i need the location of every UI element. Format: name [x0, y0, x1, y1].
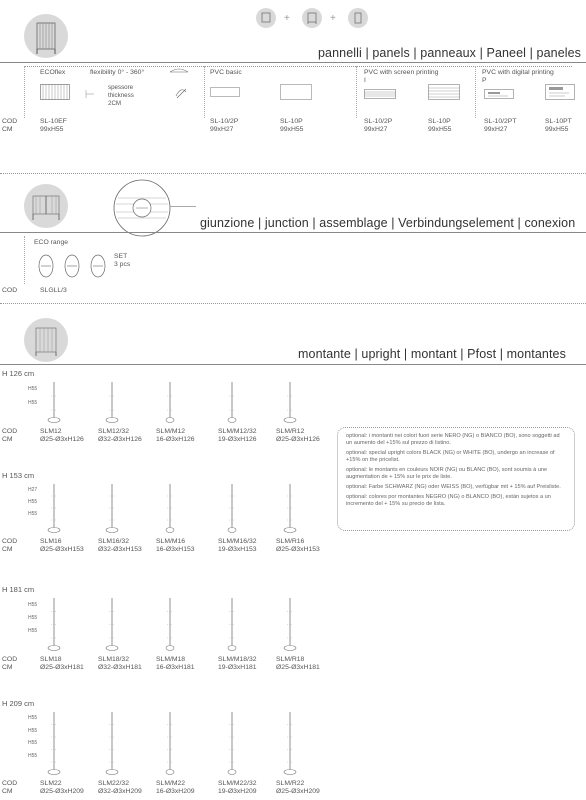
- panel-frame-icon: [348, 8, 368, 28]
- pvc-digital-label: PVC with digital printing: [482, 69, 554, 76]
- upright-code: SLM/M12/32: [218, 428, 257, 435]
- panel-item: [40, 118, 67, 134]
- upright-code: SLM/M18: [156, 656, 186, 663]
- panels-rule: [0, 62, 586, 63]
- upright-code: SLM22/32: [98, 780, 129, 787]
- plus-icon: +: [284, 13, 290, 24]
- pvc-basic-panel-icon: [280, 84, 312, 100]
- pvc-screen-half-panel-icon: [364, 89, 396, 99]
- upright-item: [218, 428, 257, 444]
- upright-item: [98, 656, 142, 672]
- upright-pole-icon: [97, 382, 127, 428]
- flex-angle-icon: [168, 68, 190, 76]
- panels-cm-label: CM: [2, 126, 13, 133]
- note-de: optional: Farbe SCHWARZ (NG) oder WEISS (BO), verfügbar mit + 15% auf Preisliste.: [346, 483, 561, 490]
- upright-cm-label: CM: [2, 788, 13, 795]
- upright-cod-label: COD: [2, 428, 18, 435]
- upright-item: [276, 780, 320, 796]
- upright-code: SLM18/32: [98, 656, 129, 663]
- upright-pole-icon: [39, 712, 69, 780]
- pvc-digital-half-panel-icon: [484, 89, 514, 99]
- junction-code: SLGLL/3: [40, 287, 67, 294]
- upright-cod-label: COD: [2, 656, 18, 663]
- upright-code: SLM16/32: [98, 538, 129, 545]
- upright-item: [40, 656, 84, 672]
- upright-item: [156, 656, 195, 672]
- upright-item: [40, 780, 84, 796]
- pvc-screen-marker: I: [364, 77, 366, 84]
- panels-cod-label: COD: [2, 118, 18, 125]
- upright-pole-icon: [217, 484, 247, 538]
- panels-heading: pannelli | panels | panneaux | Paneel | paneles: [318, 46, 582, 60]
- panel-size: 99xH55: [428, 125, 452, 133]
- panels-dotted-rule: [24, 66, 572, 67]
- upright-pole-icon: [275, 598, 305, 656]
- upright-size: 16-Ø3xH181: [156, 663, 195, 671]
- upright-pole-icon: [275, 484, 305, 538]
- upright-cod-label: COD: [2, 538, 18, 545]
- upright-height-label: H 209 cm: [2, 699, 35, 708]
- upright-item: [156, 538, 195, 554]
- segment-height-label: H55: [28, 400, 38, 406]
- upright-pole-icon: [155, 598, 185, 656]
- junction-heading: giunzione | junction | assemblage | Verbindungselement | conexion: [200, 216, 576, 230]
- panel-item: [484, 118, 517, 134]
- upright-cm-label: CM: [2, 436, 13, 443]
- panel-assembly-icon-2: [302, 8, 322, 28]
- pvc-screen-label: PVC with screen printing: [364, 69, 439, 76]
- panel-assembly-icon-1: [256, 8, 276, 28]
- upright-code: SLM/M16/32: [218, 538, 257, 545]
- upright-item: [98, 780, 142, 796]
- upright-code: SLM22: [40, 780, 62, 787]
- upright-code: SLM/M18/32: [218, 656, 257, 663]
- upright-cm-label: CM: [2, 546, 13, 553]
- upright-pole-icon: [217, 382, 247, 428]
- upright-item: [98, 428, 142, 444]
- upright-size: 19-Ø3xH181: [218, 663, 257, 671]
- upright-code: SLM12: [40, 428, 62, 435]
- ecoflex-panel-icon: [40, 84, 70, 100]
- upright-section-icon: [24, 318, 68, 362]
- upright-size: 16-Ø3xH209: [156, 787, 195, 795]
- upright-item: [40, 428, 84, 444]
- panel-code: SL-10P: [280, 118, 303, 125]
- upright-code: SLM/R16: [276, 538, 305, 545]
- upright-height-label: H 153 cm: [2, 471, 35, 480]
- panel-code: SL-10P: [428, 118, 451, 125]
- panel-item: [280, 118, 303, 134]
- segment-height-label: H55: [28, 386, 38, 392]
- upright-cod-label: COD: [2, 780, 18, 787]
- upright-cm-label: CM: [2, 664, 13, 671]
- junction-cod-label: COD: [2, 287, 18, 294]
- upright-code: SLM18: [40, 656, 62, 663]
- upright-heading: montante | upright | montant | Pfost | montantes: [298, 347, 566, 361]
- upright-size: Ø25-Ø3xH181: [276, 663, 320, 671]
- upright-item: [276, 656, 320, 672]
- segment-height-label: H55: [28, 740, 38, 747]
- upright-code: SLM/M22/32: [218, 780, 257, 787]
- upright-item: [40, 538, 84, 554]
- upright-size: Ø32-Ø3xH181: [98, 663, 142, 671]
- upright-code: SLM/M16: [156, 538, 186, 545]
- upright-size: 16-Ø3xH153: [156, 545, 195, 553]
- ecoflex-label: ECOflex: [40, 69, 66, 76]
- panel-item: [428, 118, 451, 134]
- upright-item: [156, 428, 195, 444]
- upright-item: [276, 428, 320, 444]
- upright-code: SLM/R22: [276, 780, 305, 787]
- segment-height-label: H55: [28, 628, 38, 635]
- thickness-pointer-icon: [84, 88, 96, 100]
- upright-size: 19-Ø3xH153: [218, 545, 257, 553]
- upright-code: SLM12/32: [98, 428, 129, 435]
- upright-code: SLM/R18: [276, 656, 305, 663]
- eco-range-label: ECO range: [34, 239, 69, 246]
- panel-code: SL-10/2P: [364, 118, 393, 125]
- upright-size: Ø32-Ø3xH209: [98, 787, 142, 795]
- segment-height-label: H55: [28, 727, 38, 734]
- upright-size: Ø25-Ø3xH153: [40, 545, 84, 553]
- flex-rotate-icon: [174, 86, 188, 100]
- upright-item: [276, 538, 320, 554]
- upright-pole-icon: [217, 712, 247, 780]
- upright-pole-icon: [155, 712, 185, 780]
- upright-item: [218, 780, 257, 796]
- set-label: SET: [114, 253, 128, 260]
- junction-bottom-dotted-rule: [0, 303, 586, 304]
- upright-pole-icon: [217, 598, 247, 656]
- junction-detail-magnifier-icon: [112, 178, 172, 238]
- upright-height-label: H 181 cm: [2, 585, 35, 594]
- upright-size: 19-Ø3xH126: [218, 435, 257, 443]
- panel-size: 99xH27: [484, 125, 508, 133]
- segment-height-label: H55: [28, 499, 38, 505]
- upright-thumbnail-icon: [24, 318, 68, 362]
- separator: [356, 66, 357, 118]
- panel-frame-icon: [256, 8, 276, 28]
- separator: [204, 66, 205, 118]
- upright-size: Ø32-Ø3xH126: [98, 435, 142, 443]
- pvc-screen-panel-icon: [428, 84, 460, 100]
- panel-assembly-icon-3: [348, 8, 368, 28]
- upright-pole-icon: [275, 712, 305, 780]
- upright-pole-icon: [275, 382, 305, 428]
- upright-size: Ø25-Ø3xH153: [276, 545, 320, 553]
- upright-pole-icon: [39, 598, 69, 656]
- upright-item: [218, 538, 257, 554]
- upright-item: [218, 656, 257, 672]
- segment-height-label: H27: [28, 487, 38, 493]
- note-es: optional: colores por montantes NEGRO (NG) o BLANCO (BO), están sujetos a un incremento del + 15% su precio de lista.: [346, 493, 551, 507]
- panel-thumbnail-icon: [24, 14, 68, 58]
- junction-thumbnail-icon: [24, 184, 68, 228]
- segment-height-label: H55: [28, 715, 38, 722]
- junction-lead-line: [170, 206, 196, 207]
- upright-rule: [0, 364, 586, 365]
- upright-pole-icon: [39, 382, 69, 428]
- upright-pole-icon: [97, 598, 127, 656]
- upright-size: Ø25-Ø3xH181: [40, 663, 84, 671]
- thickness-label: thickness: [108, 92, 134, 99]
- upright-code: SLM/R12: [276, 428, 305, 435]
- upright-size: Ø25-Ø3xH209: [40, 787, 84, 795]
- segment-height-label: H55: [28, 601, 38, 608]
- note-it: optional: i montanti nei colori fuori serie NERO (NG) o BIANCO (BO), sono soggetti ad un aumento del +15% sul prezzo di listino.: [346, 433, 560, 446]
- upright-pole-icon: [97, 712, 127, 780]
- upright-pole-icon: [97, 484, 127, 538]
- panel-frame-icon: [302, 8, 322, 28]
- upright-code: SLM/M22: [156, 780, 186, 787]
- thickness-value: 2CM: [108, 100, 122, 107]
- upright-size: Ø25-Ø3xH126: [276, 435, 320, 443]
- junction-rule: [0, 232, 586, 233]
- junction-section-icon: [24, 184, 68, 228]
- upright-size: Ø25-Ø3xH126: [40, 435, 84, 443]
- panel-item: [364, 118, 392, 134]
- upright-item: [98, 538, 142, 554]
- separator: [475, 66, 476, 118]
- upright-size: 19-Ø3xH209: [218, 787, 257, 795]
- segment-height-label: H55: [28, 615, 38, 621]
- panel-size: 99xH27: [210, 125, 234, 133]
- panel-item: [545, 118, 572, 134]
- upright-item: [156, 780, 195, 796]
- upright-code: SLM/M12: [156, 428, 186, 435]
- upright-size: Ø32-Ø3xH153: [98, 545, 142, 553]
- upright-pole-icon: [39, 484, 69, 538]
- panel-size: 99xH55: [40, 125, 64, 133]
- upright-height-label: H 126 cm: [2, 369, 35, 378]
- note-en: optional: special upright colors BLACK (NG) or WHITE (BO), undergo an increase of +15% on the pricelist.: [346, 449, 555, 463]
- note-fr: optional: le montants en couleurs NOIR (NG) ou BLANC (BO), sont soumis à une augmentation de + 15% sur le prix de liste.: [346, 466, 548, 480]
- pvc-digital-panel-icon: [545, 84, 575, 100]
- segment-height-label: H55: [28, 511, 38, 517]
- upright-pole-icon: [155, 484, 185, 538]
- color-options-note: [337, 427, 575, 531]
- panel-code: SL-10PT: [545, 118, 572, 125]
- pvc-basic-label: PVC basic: [210, 69, 242, 76]
- separator: [24, 66, 25, 118]
- junction-clips-icon: [36, 254, 126, 280]
- separator: [24, 236, 25, 284]
- upright-pole-icon: [155, 382, 185, 428]
- panel-code: SL-10/2P: [210, 118, 239, 125]
- thickness-it-label: spessore: [108, 84, 134, 91]
- panel-code: SL-10/2PT: [484, 118, 517, 125]
- panels-section-icon: [24, 14, 68, 58]
- panel-size: 99xH55: [280, 125, 304, 133]
- segment-height-label: H55: [28, 752, 38, 759]
- upright-code: SLM16: [40, 538, 62, 545]
- panel-item: [210, 118, 238, 134]
- pvc-basic-half-panel-icon: [210, 87, 240, 97]
- pcs-label: 3 pcs: [114, 261, 131, 268]
- pvc-digital-marker: P: [482, 77, 487, 84]
- panel-code: SL-10EF: [40, 118, 67, 125]
- panels-bottom-dotted-rule: [0, 173, 586, 174]
- flexibility-label: flexibility 0° - 360°: [90, 69, 145, 76]
- plus-icon: +: [330, 13, 336, 24]
- upright-size: 16-Ø3xH126: [156, 435, 195, 443]
- panel-size: 99xH55: [545, 125, 569, 133]
- panel-size: 99xH27: [364, 125, 388, 133]
- upright-size: Ø25-Ø3xH209: [276, 787, 320, 795]
